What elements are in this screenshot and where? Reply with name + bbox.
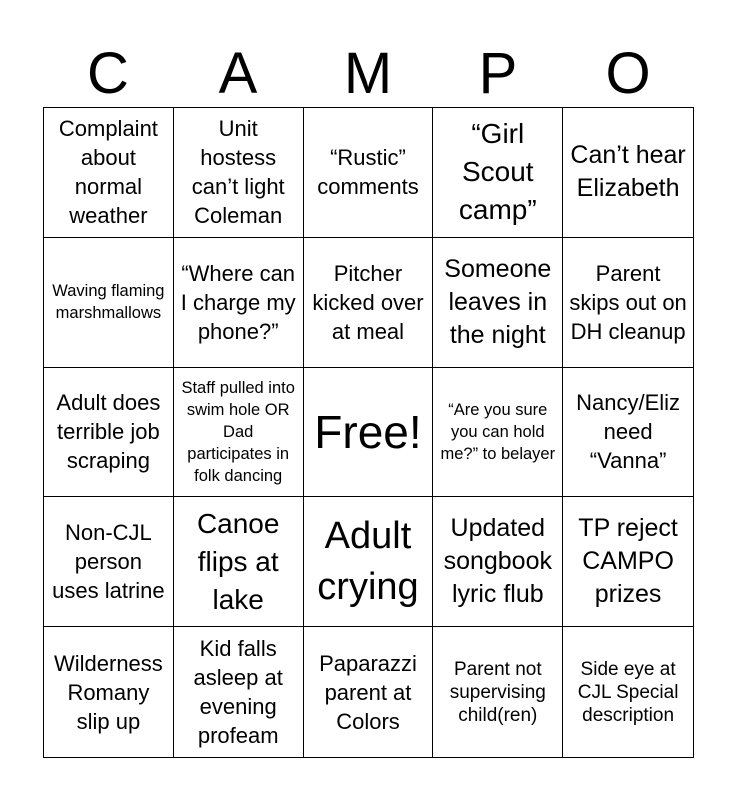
bingo-cell-r4c5[interactable] (563, 497, 693, 627)
cell-text: Wilderness Romany slip up (53, 650, 163, 734)
cell-text: Unit hostess can’t light Coleman (191, 116, 285, 229)
bingo-cell-r2c4[interactable] (433, 238, 563, 368)
cell-text: Can’t hear Elizabeth (570, 141, 686, 203)
bingo-cell-r4c1[interactable] (44, 497, 174, 627)
bingo-cell-r5c1[interactable] (44, 627, 174, 757)
cell-text: “Girl Scout camp” (458, 118, 537, 226)
cell-text: “Are you sure you can hold me?” to belayer (440, 400, 556, 463)
bingo-cell-r5c4[interactable] (433, 627, 563, 757)
cell-text: Nancy/Eliz need “Vanna” (576, 390, 681, 474)
cell-text: Parent not supervising child(ren) (449, 658, 546, 726)
cell-text: Staff pulled into swim hole OR Dad participates in folk dancing (181, 378, 295, 485)
bingo-cell-r1c4[interactable] (433, 108, 563, 238)
bingo-board (43, 107, 694, 758)
cell-text: Free! (314, 405, 422, 458)
bingo-cell-r5c5[interactable] (563, 627, 693, 757)
cell-text: Someone leaves in the night (444, 254, 552, 349)
cell-text: Canoe flips at lake (196, 507, 280, 615)
cell-text: “Where can I charge my phone?” (180, 260, 296, 344)
cell-text: Adult does terrible job scraping (56, 390, 161, 474)
cell-text: Updated songbook lyric flub (443, 514, 552, 609)
bingo-cell-r2c1[interactable] (44, 238, 174, 368)
bingo-cell-r3c4[interactable] (433, 368, 563, 498)
bingo-cell-r5c2[interactable] (174, 627, 304, 757)
bingo-cell-r4c3[interactable] (304, 497, 434, 627)
bingo-cell-r3c2[interactable] (174, 368, 304, 498)
cell-text: Adult crying (317, 514, 419, 608)
cell-text: Complaint about normal weather (58, 116, 158, 229)
bingo-cell-r1c3[interactable] (304, 108, 434, 238)
bingo-cell-r4c2[interactable] (174, 497, 304, 627)
bingo-cell-r2c3[interactable] (304, 238, 434, 368)
cell-text: Parent skips out on DH cleanup (569, 260, 687, 344)
bingo-cell-r2c2[interactable] (174, 238, 304, 368)
bingo-cell-r5c3[interactable] (304, 627, 434, 757)
cell-text: Non-CJL person uses latrine (52, 520, 165, 604)
bingo-cell-free[interactable] (304, 368, 434, 498)
bingo-cell-r3c1[interactable] (44, 368, 174, 498)
bingo-cell-r4c4[interactable] (433, 497, 563, 627)
bingo-cell-r1c5[interactable] (563, 108, 693, 238)
bingo-cell-r2c5[interactable] (563, 238, 693, 368)
cell-text: Pitcher kicked over at meal (312, 260, 424, 344)
cell-text: TP reject CAMPO prizes (578, 514, 678, 609)
title-letter-a: A (218, 41, 258, 106)
title-letter-m: M (343, 41, 393, 106)
bingo-cell-r1c1[interactable] (44, 108, 174, 238)
title-letter-p: P (478, 41, 518, 106)
bingo-cell-r3c5[interactable] (563, 368, 693, 498)
bingo-title (43, 38, 693, 110)
cell-text: Side eye at CJL Special description (577, 658, 679, 726)
cell-text: Waving flaming marshmallows (52, 282, 165, 323)
bingo-cell-r1c2[interactable] (174, 108, 304, 238)
cell-text: Paparazzi parent at Colors (319, 650, 417, 734)
title-letter-c: C (87, 41, 129, 106)
cell-text: Kid falls asleep at evening profeam (193, 636, 283, 749)
title-letter-o: O (605, 41, 651, 106)
cell-text: “Rustic” comments (317, 145, 419, 200)
